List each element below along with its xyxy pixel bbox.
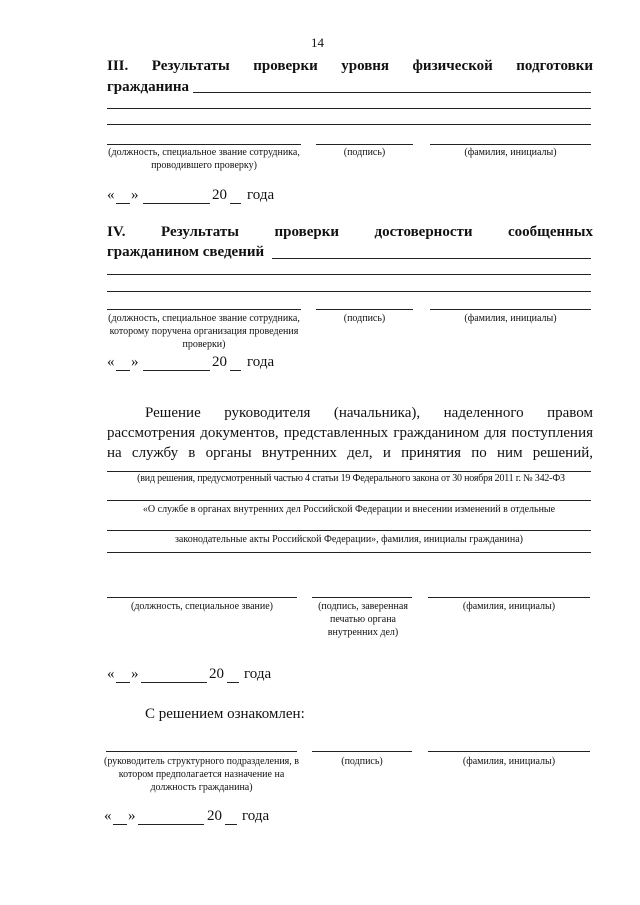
acquainted-signature-line[interactable] bbox=[312, 751, 412, 752]
decision-signature-caption: (подпись, заверенная печатью органа внутренних дел) bbox=[318, 601, 408, 638]
decision-date-year-word: года bbox=[244, 666, 272, 682]
section3-date-year-line[interactable] bbox=[230, 203, 241, 204]
section3-name-line[interactable] bbox=[430, 144, 591, 145]
decision-date-open-quote: « bbox=[107, 666, 115, 682]
section4-signature-caption: (подпись) bbox=[343, 313, 386, 324]
decision-fill-line-2[interactable] bbox=[107, 500, 591, 501]
decision-date-month-line[interactable] bbox=[141, 682, 207, 683]
section4-date-year-line[interactable] bbox=[230, 370, 241, 371]
acquainted-title: С решением ознакомлен: bbox=[145, 706, 305, 722]
decision-position-line[interactable] bbox=[107, 597, 297, 598]
decision-fill-line-3[interactable] bbox=[107, 530, 591, 531]
acquainted-signature-caption: (подпись) bbox=[341, 756, 383, 767]
acquainted-date-year-line[interactable] bbox=[225, 824, 237, 825]
decision-text-line2: рассмотрения документов, представленных гражданином для поступления bbox=[107, 425, 593, 441]
section3-signature-caption: (подпись) bbox=[343, 147, 386, 158]
section4-date-day-line[interactable] bbox=[116, 370, 130, 371]
decision-fill-line-4[interactable] bbox=[107, 552, 591, 553]
section4-position-caption: (должность, специальное звание сотрудника, которому поручена организация проведения проверки) bbox=[108, 313, 300, 350]
section4-name-line[interactable] bbox=[430, 309, 591, 310]
decision-date-day-line[interactable] bbox=[116, 682, 130, 683]
section4-signature-line[interactable] bbox=[316, 309, 413, 310]
section3-date-close-quote: » bbox=[131, 187, 139, 203]
section3-fill-line-2[interactable] bbox=[107, 108, 591, 109]
decision-text-line1: Решение руководителя (начальника), наделенного правом bbox=[145, 405, 593, 421]
page-number: 14 bbox=[311, 35, 324, 50]
decision-caption-2: «О службе в органах внутренних дел Российской Федерации и внесении изменений в отдельные bbox=[142, 504, 556, 515]
section4-position-line[interactable] bbox=[107, 309, 301, 310]
acquainted-name-caption: (фамилия, инициалы) bbox=[462, 756, 556, 767]
section3-signature-line[interactable] bbox=[316, 144, 413, 145]
decision-signature-line[interactable] bbox=[312, 597, 412, 598]
section3-fill-line-3[interactable] bbox=[107, 124, 591, 125]
decision-name-caption: (фамилия, инициалы) bbox=[462, 601, 556, 612]
decision-date-close-quote: » bbox=[131, 666, 139, 682]
decision-fill-line-1[interactable] bbox=[107, 471, 591, 472]
section3-date-open-quote: « bbox=[107, 187, 115, 203]
section4-date-month-line[interactable] bbox=[143, 370, 210, 371]
section4-date-year-prefix: 20 bbox=[212, 354, 227, 370]
section3-title-line2: гражданина bbox=[107, 79, 190, 95]
section4-fill-line-2[interactable] bbox=[107, 274, 591, 275]
acquainted-position-line[interactable] bbox=[106, 751, 297, 752]
decision-date-year-line[interactable] bbox=[227, 682, 239, 683]
section4-title-line2: гражданином сведений bbox=[107, 244, 265, 260]
section3-fill-line-1[interactable] bbox=[193, 92, 591, 93]
acquainted-date-year-word: года bbox=[242, 808, 270, 824]
section4-fill-line-1[interactable] bbox=[272, 258, 591, 259]
acquainted-date-year-prefix: 20 bbox=[207, 808, 222, 824]
section4-name-caption: (фамилия, инициалы) bbox=[464, 313, 557, 324]
decision-text-line3: на службу в органы внутренних дел, и принятия по ним решений, bbox=[107, 445, 593, 461]
section3-date-year-prefix: 20 bbox=[212, 187, 227, 203]
section3-date-day-line[interactable] bbox=[116, 203, 130, 204]
section4-date-close-quote: » bbox=[131, 354, 139, 370]
section3-date-month-line[interactable] bbox=[143, 203, 210, 204]
section4-fill-line-3[interactable] bbox=[107, 291, 591, 292]
acquainted-date-open-quote: « bbox=[104, 808, 112, 824]
decision-position-caption: (должность, специальное звание) bbox=[130, 601, 274, 612]
acquainted-date-day-line[interactable] bbox=[113, 824, 127, 825]
decision-caption-1: (вид решения, предусмотренный частью 4 статьи 19 Федерального закона от 30 ноября 2011 г. № 342-ФЗ bbox=[137, 473, 565, 484]
section4-date-year-word: года bbox=[247, 354, 275, 370]
section4-title-line1: IV. Результаты проверки достоверности сообщенных bbox=[107, 224, 593, 240]
section3-position-caption: (должность, специальное звание сотрудника, проводившего проверку) bbox=[108, 147, 300, 171]
decision-date-year-prefix: 20 bbox=[209, 666, 224, 682]
section4-date-open-quote: « bbox=[107, 354, 115, 370]
section3-position-line[interactable] bbox=[107, 144, 301, 145]
acquainted-date-close-quote: » bbox=[128, 808, 136, 824]
acquainted-date-month-line[interactable] bbox=[138, 824, 204, 825]
section3-title-line1: III. Результаты проверки уровня физической подготовки bbox=[107, 58, 593, 74]
decision-caption-3: законодательные акты Российской Федерации», фамилия, инициалы гражданина) bbox=[174, 534, 524, 545]
acquainted-position-caption: (руководитель структурного подразделения, в котором предполагается назначение на должность гражданина) bbox=[103, 756, 300, 793]
decision-name-line[interactable] bbox=[428, 597, 590, 598]
acquainted-name-line[interactable] bbox=[428, 751, 590, 752]
section3-date-year-word: года bbox=[247, 187, 275, 203]
section3-name-caption: (фамилия, инициалы) bbox=[464, 147, 557, 158]
